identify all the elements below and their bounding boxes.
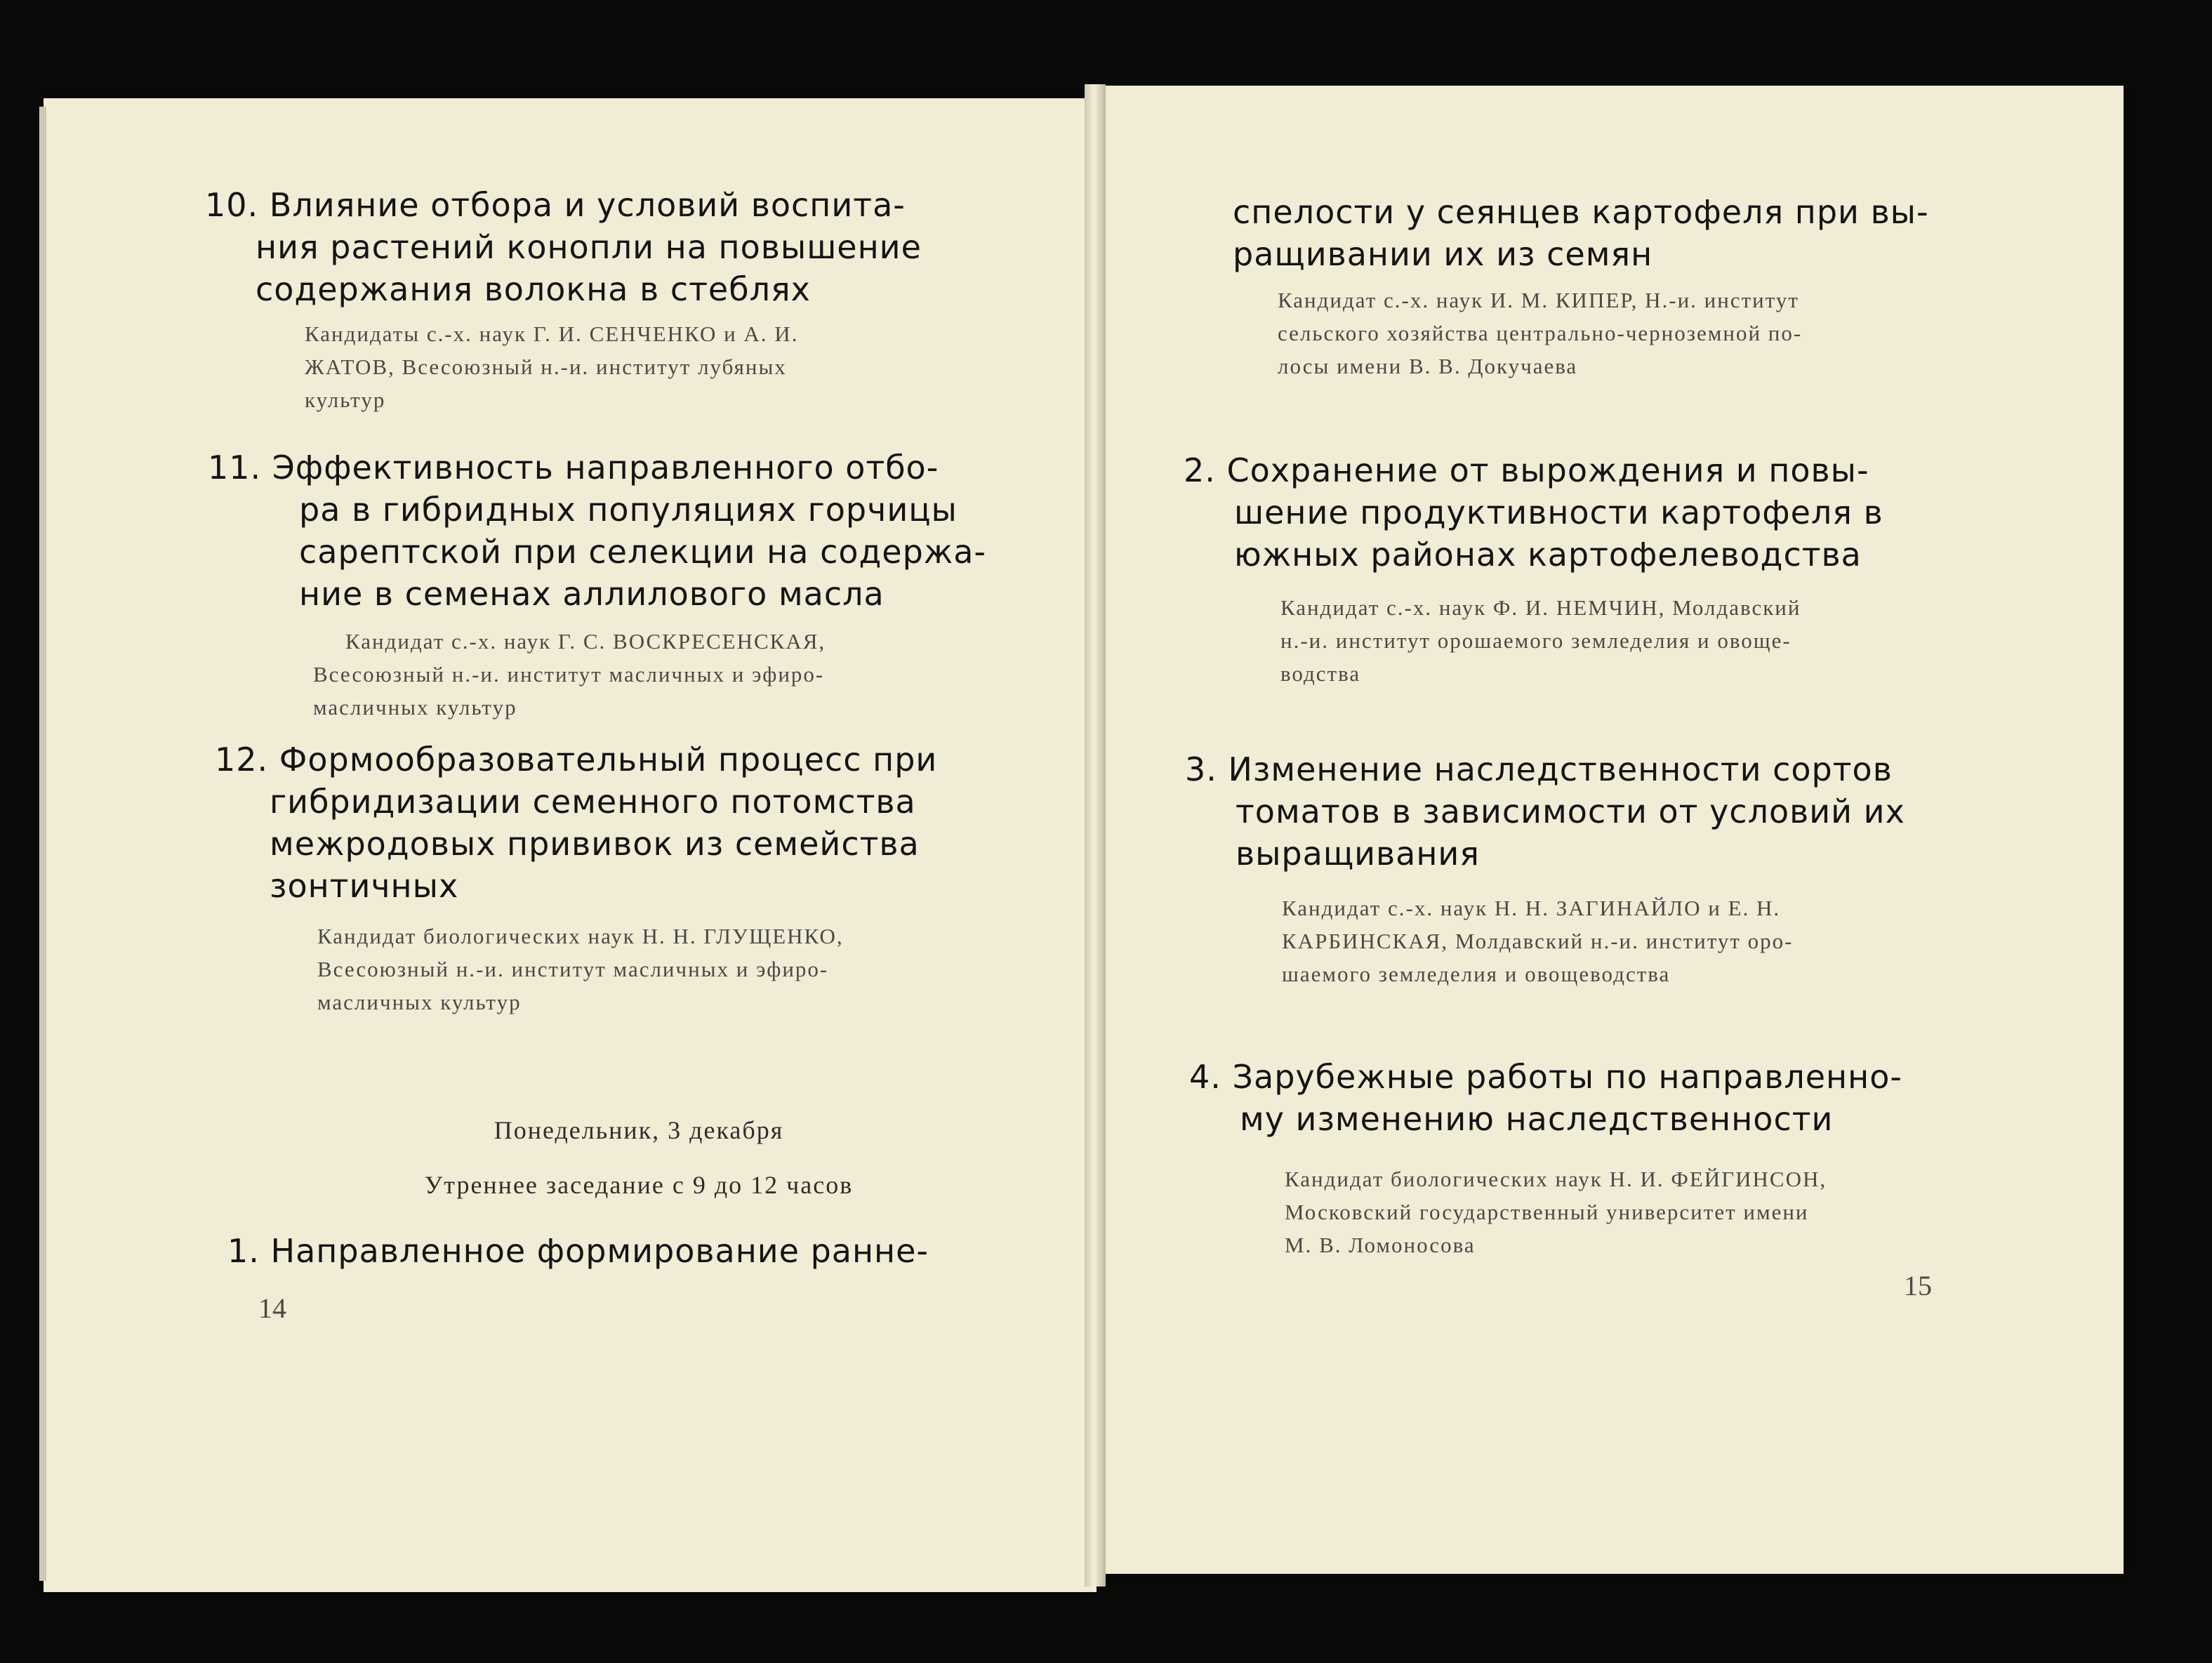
title-line: выращивания <box>1236 835 1480 873</box>
author-line: водства <box>1280 661 1361 686</box>
title-line: Эффективность направленного отбо- <box>272 449 939 486</box>
author-line: Кандидат биологических наук Н. И. ФЕЙГИНСОН, <box>1285 1167 1827 1191</box>
title-line: Изменение наследственности сортов <box>1228 750 1893 788</box>
entry-3-title <box>1185 748 1985 875</box>
title-line: спелости у сеянцев картофеля при вы- <box>1233 193 1929 231</box>
entry-number: 10. <box>205 186 259 224</box>
author-line: Кандидат с.-х. наук И. М. КИПЕР, Н.-и. институт <box>1278 288 1799 312</box>
title-line: содержания волокна в стеблях <box>256 270 811 308</box>
title-line: Направленное формирование ранне- <box>270 1232 929 1270</box>
title-line: южных районах картофелеводства <box>1234 536 1862 574</box>
author-line: сельского хозяйства центрально-черноземной по- <box>1278 321 1803 345</box>
author-line: масличных культур <box>313 695 517 720</box>
session-time: Утреннее заседание с 9 до 12 часов <box>424 1171 854 1199</box>
author-line: Кандидаты с.-х. наук Г. И. СЕНЧЕНКО и А. И. <box>305 322 799 346</box>
author-line: шаемого земледелия и овощеводства <box>1282 962 1671 986</box>
entry-number: 4. <box>1189 1058 1221 1096</box>
author-line: Кандидат биологических наук Н. Н. ГЛУЩЕНКО, <box>317 924 844 948</box>
entry-10-authors <box>305 317 993 416</box>
title-line: Формообразовательный процесс при <box>279 741 938 779</box>
page-number-right: 15 <box>1904 1270 1932 1301</box>
entry-1-authors <box>1278 284 1973 383</box>
title-line: гибридизации семенного потомства <box>270 783 916 821</box>
author-line: М. В. Ломоносова <box>1285 1233 1476 1257</box>
title-line: ния растений конопли на повышение <box>256 228 922 266</box>
entry-4-authors <box>1285 1162 1977 1261</box>
author-line: Кандидат с.-х. наук Ф. И. НЕМЧИН, Молдавский <box>1280 595 1801 620</box>
author-line: масличных культур <box>317 990 522 1014</box>
title-line: зонтичных <box>270 867 459 905</box>
title-line: Зарубежные работы по направленно- <box>1232 1058 1902 1096</box>
entry-1-title-start <box>227 1230 1028 1272</box>
author-line: ЖАТОВ, Всесоюзный н.-и. институт лубяных <box>305 355 787 379</box>
entry-number: 11. <box>208 449 262 486</box>
title-line: Сохранение от вырождения и повы- <box>1226 451 1869 489</box>
author-line: Кандидат с.-х. наук Г. С. ВОСКРЕСЕНСКАЯ, <box>345 629 826 654</box>
entry-2-authors <box>1280 591 1975 690</box>
entry-number: 12. <box>215 741 269 779</box>
title-line: томатов в зависимости от условий их <box>1236 793 1905 830</box>
entry-1-title-continued <box>1233 191 1982 275</box>
author-line: Всесоюзный н.-и. институт масличных и эфиро- <box>317 957 829 981</box>
entry-number: 3. <box>1185 750 1217 788</box>
entry-12-authors <box>317 920 1007 1019</box>
title-line: шение продуктивности картофеля в <box>1234 493 1883 531</box>
entry-10-title <box>205 184 998 310</box>
author-line: Московский государственный университет имени <box>1285 1200 1809 1224</box>
entry-number: 2. <box>1184 451 1216 489</box>
entry-number: 1. <box>227 1232 260 1270</box>
author-line: лосы имени В. В. Докучаева <box>1278 354 1578 378</box>
entry-11-title <box>208 446 1008 615</box>
page-number-left: 14 <box>258 1292 286 1324</box>
entry-11-authors <box>313 625 998 724</box>
entry-2-title <box>1184 449 1984 576</box>
session-day: Понедельник, 3 декабря <box>494 1116 784 1144</box>
author-line: Кандидат с.-х. наук Н. Н. ЗАГИНАЙЛО и Е. Н. <box>1282 896 1781 920</box>
author-line: н.-и. институт орошаемого земледелия и овоще- <box>1280 628 1792 653</box>
title-line: ние в семенах аллилового масла <box>299 575 885 613</box>
title-line: ра в гибридных популяциях горчицы <box>299 491 958 529</box>
entry-12-title <box>215 738 1015 907</box>
entry-4-title <box>1189 1056 1989 1140</box>
entry-3-authors <box>1282 892 1975 990</box>
author-line: культур <box>305 387 386 412</box>
author-line: КАРБИНСКАЯ, Молдавский н.-и. институт оро- <box>1282 929 1794 953</box>
author-line: Всесоюзный н.-и. институт масличных и эфиро- <box>313 662 825 687</box>
title-line: ращивании их из семян <box>1233 235 1653 273</box>
title-line: сарептской при селекции на содержа- <box>299 533 987 571</box>
title-line: Влияние отбора и условий воспита- <box>269 186 906 224</box>
title-line: му изменению наследственности <box>1240 1100 1834 1138</box>
book-spine <box>1085 84 1106 1586</box>
title-line: межродовых прививок из семейства <box>270 825 920 863</box>
